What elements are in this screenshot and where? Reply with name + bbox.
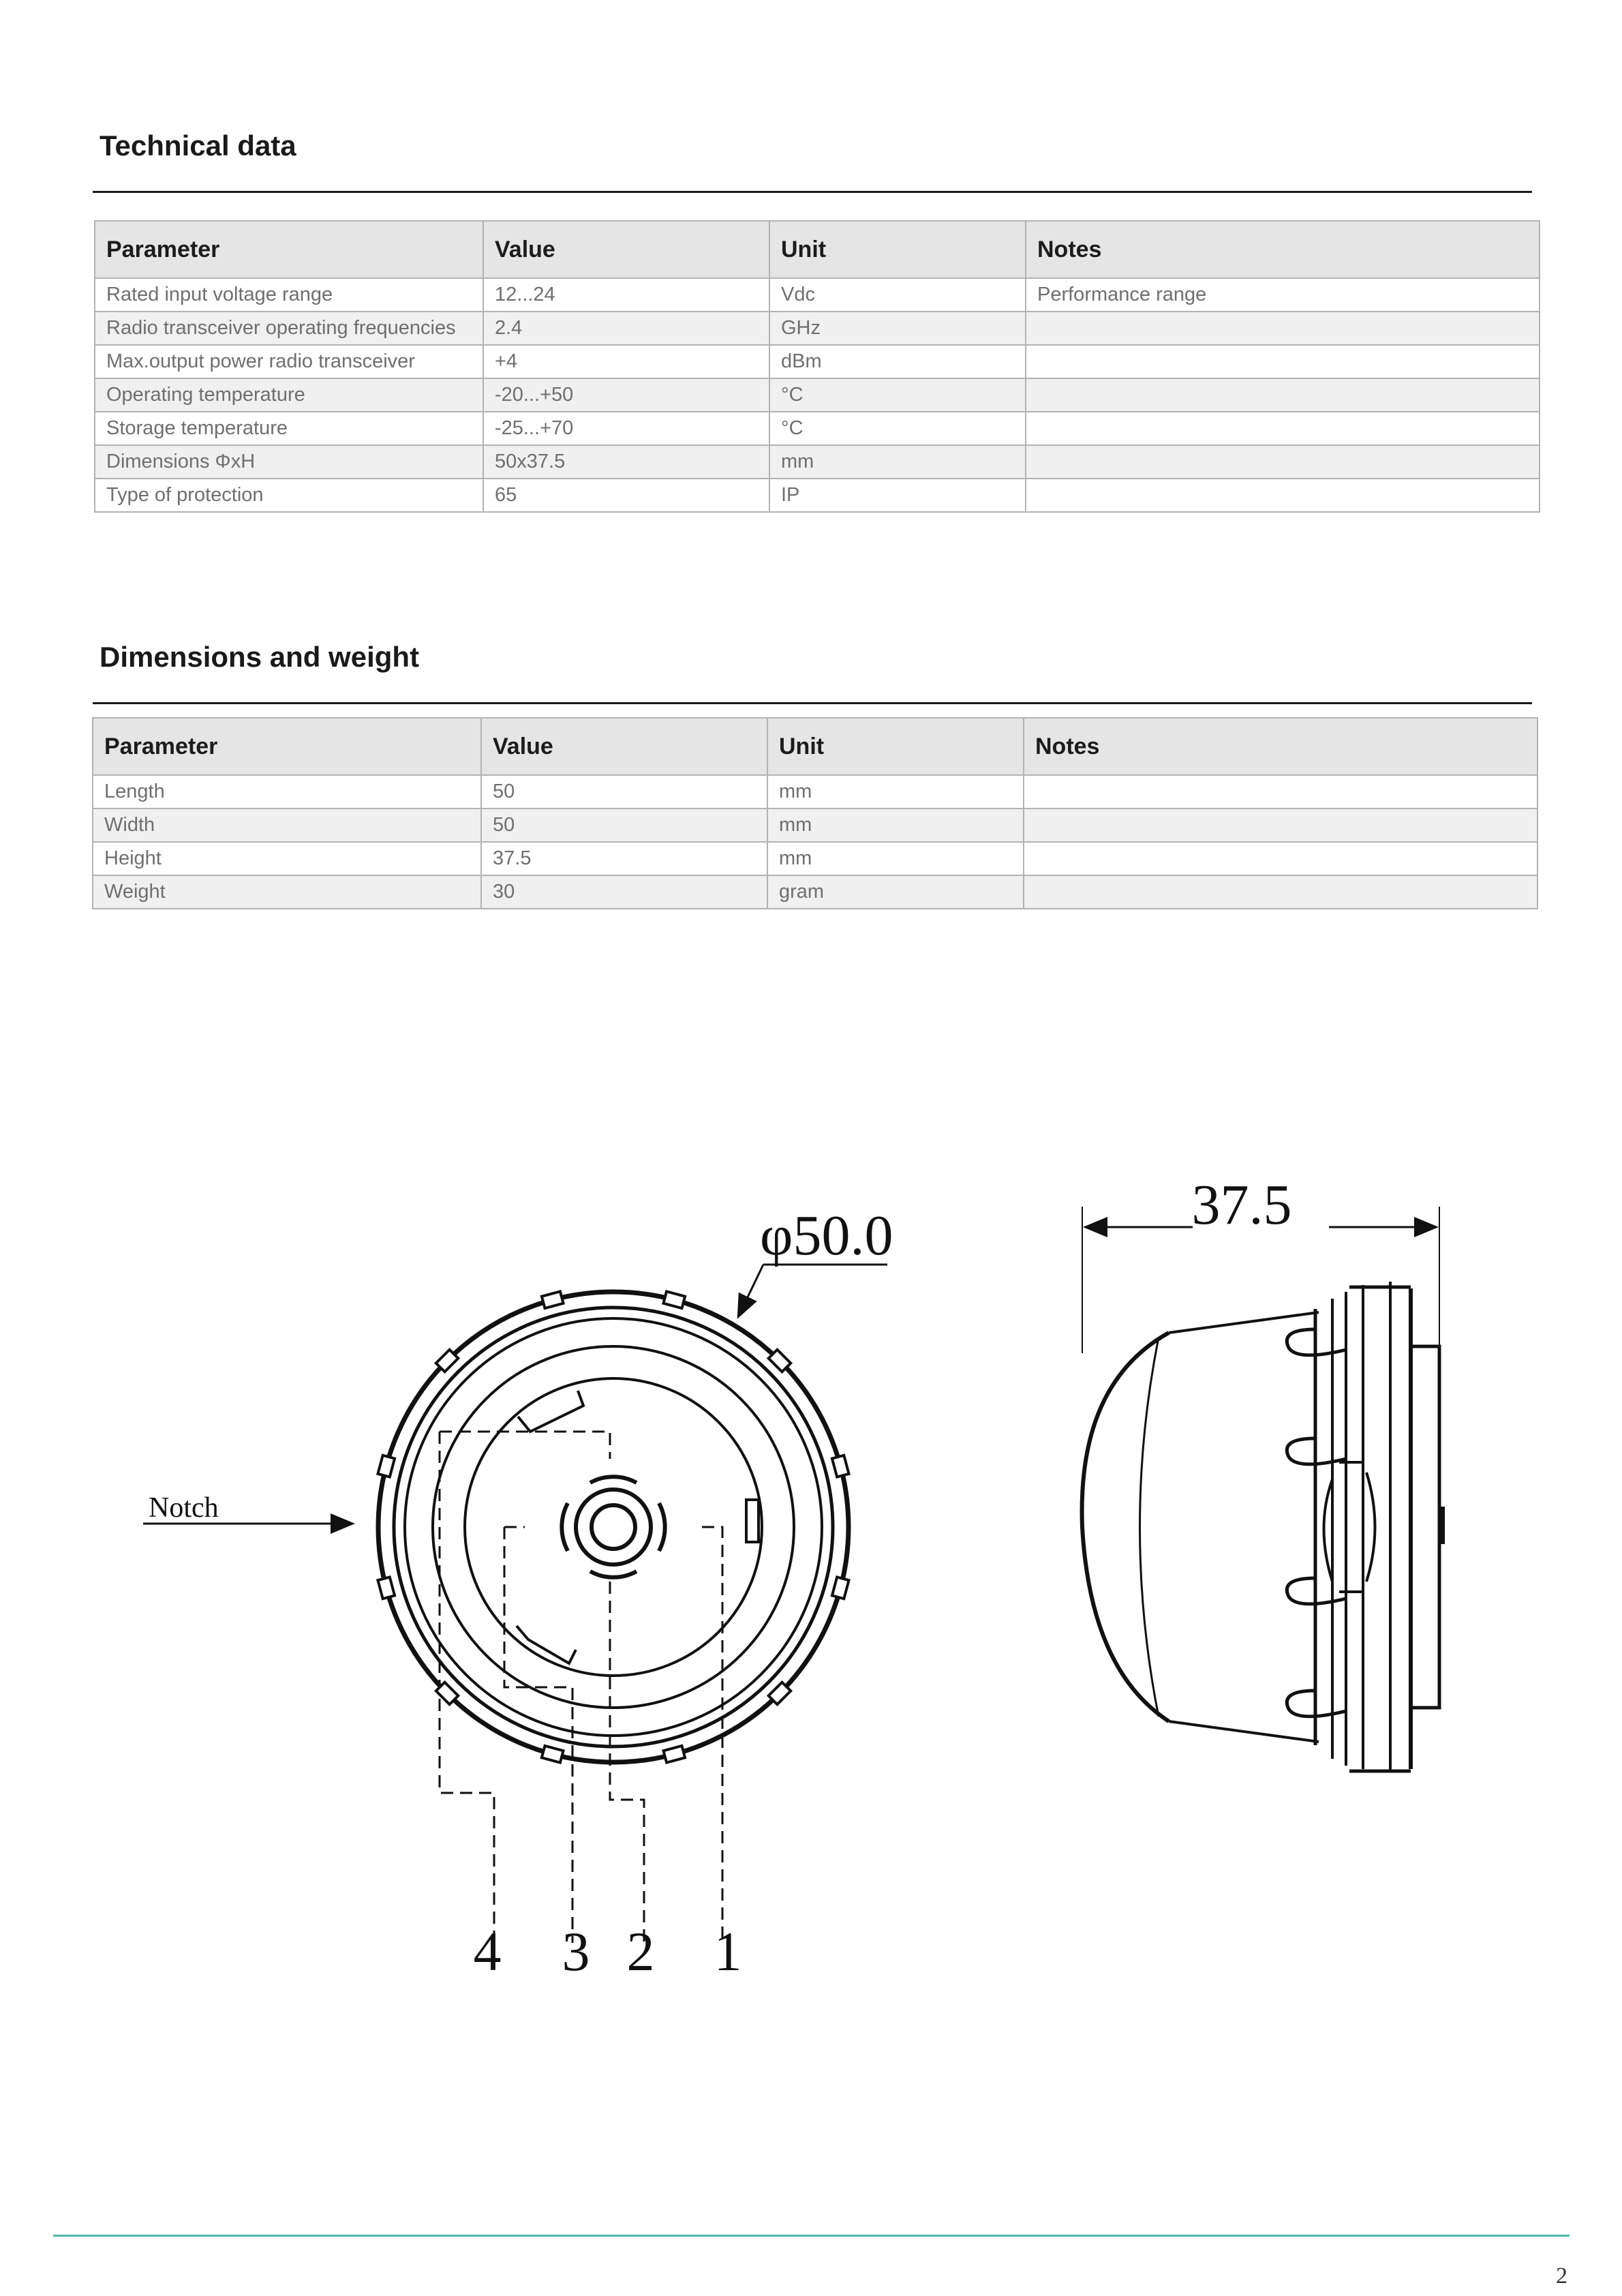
value-cell: 2.4 — [483, 312, 769, 345]
pin-labels — [474, 1920, 742, 1982]
value-cell: 12...24 — [483, 278, 769, 312]
unit-cell: Vdc — [769, 278, 1026, 312]
outer-ring-notches — [378, 1291, 848, 1762]
notes-cell: Performance range — [1026, 278, 1540, 312]
pin-label-3: 3 — [562, 1920, 590, 1982]
housing-notch — [542, 1291, 564, 1308]
value-cell: 50 — [481, 809, 767, 842]
housing-notch — [663, 1291, 685, 1308]
page-number: 2 — [1556, 2263, 1567, 2289]
value-cell: 37.5 — [481, 842, 767, 875]
unit-cell: mm — [767, 842, 1024, 875]
unit-cell: mm — [767, 775, 1024, 809]
diameter-leader-arrow — [738, 1265, 763, 1317]
unit-cell: IP — [769, 479, 1026, 512]
column-header: Unit — [769, 221, 1026, 278]
side-view — [1082, 1282, 1445, 1772]
value-cell: 50x37.5 — [483, 445, 769, 479]
cover-ring-inner — [433, 1346, 794, 1708]
dimensions-weight-heading: Dimensions and weight — [100, 641, 420, 673]
housing-notch — [378, 1577, 395, 1599]
parameter-cell: Max.output power radio transceiver — [95, 345, 483, 378]
housing-notch — [663, 1746, 685, 1763]
footer-divider — [53, 2235, 1570, 2237]
parameter-cell: Radio transceiver operating frequencies — [95, 312, 483, 345]
value-cell: 65 — [483, 479, 769, 512]
parameter-cell: Width — [93, 809, 481, 842]
housing-notch — [832, 1455, 849, 1477]
center-outer-circle — [576, 1490, 651, 1565]
parameter-cell: Dimensions ΦxH — [95, 445, 483, 479]
value-cell: 50 — [481, 775, 767, 809]
column-header: Parameter — [93, 718, 481, 775]
parameter-cell: Length — [93, 775, 481, 809]
column-header: Value — [481, 718, 767, 775]
pin-label-4: 4 — [473, 1920, 502, 1982]
unit-cell: °C — [769, 378, 1026, 412]
housing-notch — [832, 1577, 849, 1599]
front-view — [378, 1292, 848, 1943]
pin-label-1: 1 — [714, 1920, 742, 1982]
housing-notch — [542, 1746, 564, 1763]
parameter-cell: Type of protection — [95, 479, 483, 512]
parameter-cell: Height — [93, 842, 481, 875]
value-cell: +4 — [483, 345, 769, 378]
unit-cell: mm — [769, 445, 1026, 479]
column-header: Notes — [1024, 718, 1537, 775]
technical-data-heading: Technical data — [100, 130, 296, 162]
housing-notch — [378, 1455, 395, 1477]
value-cell: -25...+70 — [483, 412, 769, 445]
value-cell: 30 — [481, 875, 767, 909]
parameter-cell: Operating temperature — [95, 378, 483, 412]
back-plate — [1411, 1346, 1439, 1708]
parameter-cell: Storage temperature — [95, 412, 483, 445]
parameter-cell: Weight — [93, 875, 481, 909]
center-inner-circle — [592, 1505, 635, 1549]
column-header: Parameter — [95, 221, 483, 278]
dome-outline — [1082, 1333, 1169, 1721]
pin-label-2: 2 — [626, 1920, 655, 1982]
unit-cell: °C — [769, 412, 1026, 445]
value-cell: -20...+50 — [483, 378, 769, 412]
unit-cell: GHz — [769, 312, 1026, 345]
unit-cell: gram — [767, 875, 1024, 909]
notch-label: Notch — [149, 1492, 219, 1524]
outer-ring-inner-edge — [394, 1308, 833, 1747]
height-label: 37.5 — [1191, 1173, 1292, 1237]
column-header: Value — [483, 221, 769, 278]
column-header: Notes — [1026, 221, 1540, 278]
parameter-cell: Rated input voltage range — [95, 278, 483, 312]
unit-cell: dBm — [769, 345, 1026, 378]
unit-cell: mm — [767, 809, 1024, 842]
column-header: Unit — [767, 718, 1024, 775]
diameter-label: φ50.0 — [760, 1204, 893, 1267]
